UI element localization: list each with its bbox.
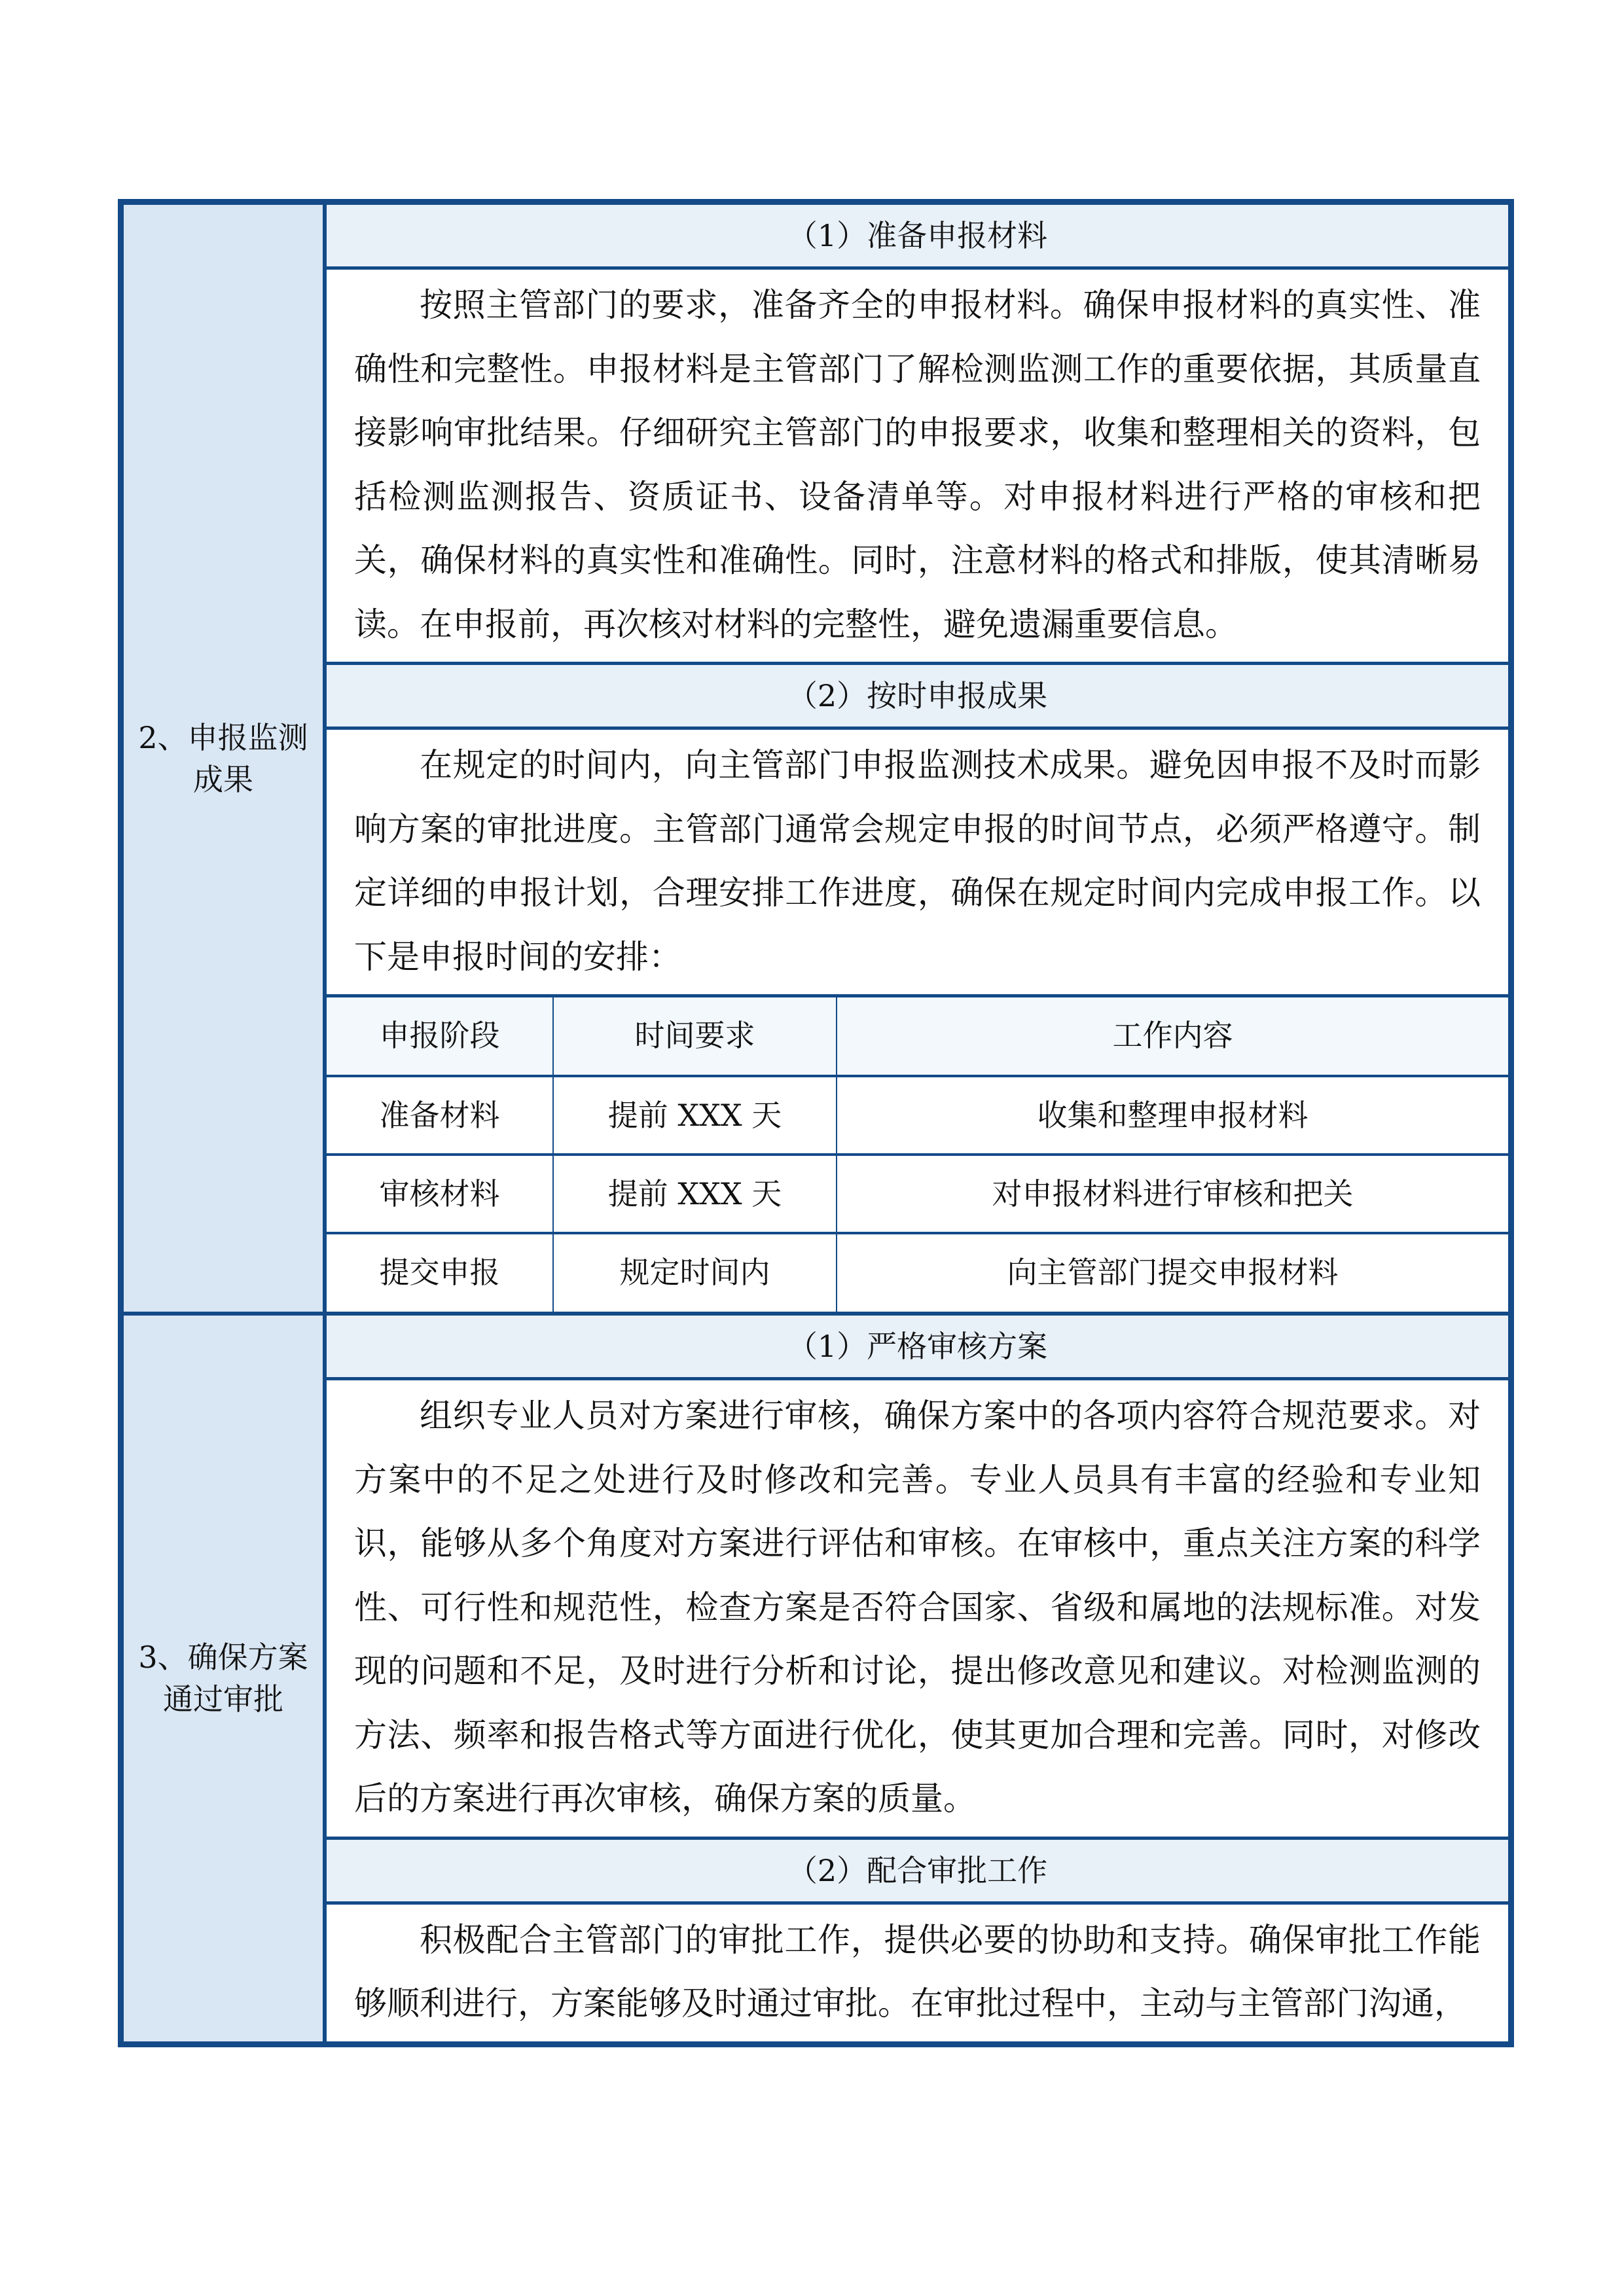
subsection-heading: （1）准备申报材料: [327, 205, 1508, 270]
table-cell: 收集和整理申报材料: [837, 1076, 1508, 1155]
paragraph: 组织专业人员对方案进行审核，确保方案中的各项内容符合规范要求。对方案中的不足之处进行及时修改和完善。专业人员具有丰富的经验和专业知识，能够从多个角度对方案进行评估和审核。在审核中，重点关注方案的科学性、可行性和规范性，检查方案是否符合国家、省级和属地的法规标准。对发现的问题和不足，及时进行分析和讨论，提出修改意见和建议。对检测监测的方法、频率和报告格式等方面进行优化，使其更加合理和完善。同时，对修改后的方案进行再次审核，确保方案的质量。: [327, 1380, 1508, 1840]
table-cell: 审核材料: [327, 1155, 553, 1233]
table-cell: 向主管部门提交申报材料: [837, 1233, 1508, 1312]
table-cell: 提前 XXX 天: [553, 1076, 837, 1155]
header-cell: 工作内容: [837, 997, 1508, 1076]
paragraph: 积极配合主管部门的审批工作，提供必要的协助和支持。确保审批工作能够顺利进行，方案能够及时通过审批。在审批过程中，主动与主管部门沟通，: [354, 1920, 1481, 2022]
paragraph: 按照主管部门的要求，准备齐全的申报材料。确保申报材料的真实性、准确性和完整性。申报材料是主管部门了解检测监测工作的重要依据，其质量直接影响审批结果。仔细研究主管部门的申报要求，收集和整理相关的资料，包括检测监测报告、资质证书、设备清单等。对申报材料进行严格的审核和把关，确保材料的真实性和准确性。同时，注意材料的格式和排版，使其清晰易读。在申报前，再次核对材料的完整性，避免遗漏重要信息。: [327, 270, 1508, 665]
subsection-heading: （2）按时申报成果: [327, 665, 1508, 730]
table-row: [327, 1233, 1508, 1312]
table-cell: 提前 XXX 天: [553, 1155, 837, 1233]
table-cell: 准备材料: [327, 1076, 553, 1155]
document-table: [118, 199, 1514, 2047]
schedule-table: [327, 997, 1508, 1312]
table-row: [327, 1076, 1508, 1155]
section-label: 3、确保方案通过审批: [124, 1316, 327, 2041]
table-header-row: [327, 997, 1508, 1076]
table-row: [327, 1155, 1508, 1233]
table-cell: 规定时间内: [553, 1233, 837, 1312]
section-label: 2、申报监测成果: [124, 205, 327, 1312]
section-content: [327, 205, 1508, 1312]
section-content: [327, 1316, 1508, 2041]
subsection-heading: （2）配合审批工作: [327, 1840, 1508, 1905]
header-cell: 时间要求: [553, 997, 837, 1076]
subsection-heading: （1）严格审核方案: [327, 1316, 1508, 1380]
section-submit-results: [124, 205, 1508, 1312]
section-ensure-approval: [124, 1312, 1508, 2041]
header-cell: 申报阶段: [327, 997, 553, 1076]
table-cell: 对申报材料进行审核和把关: [837, 1155, 1508, 1233]
paragraph: 在规定的时间内，向主管部门申报监测技术成果。避免因申报不及时而影响方案的审批进度。主管部门通常会规定申报的时间节点，必须严格遵守。制定详细的申报计划，合理安排工作进度，确保在规定时间内完成申报工作。以下是申报时间的安排：: [327, 730, 1508, 997]
table-cell: 提交申报: [327, 1233, 553, 1312]
